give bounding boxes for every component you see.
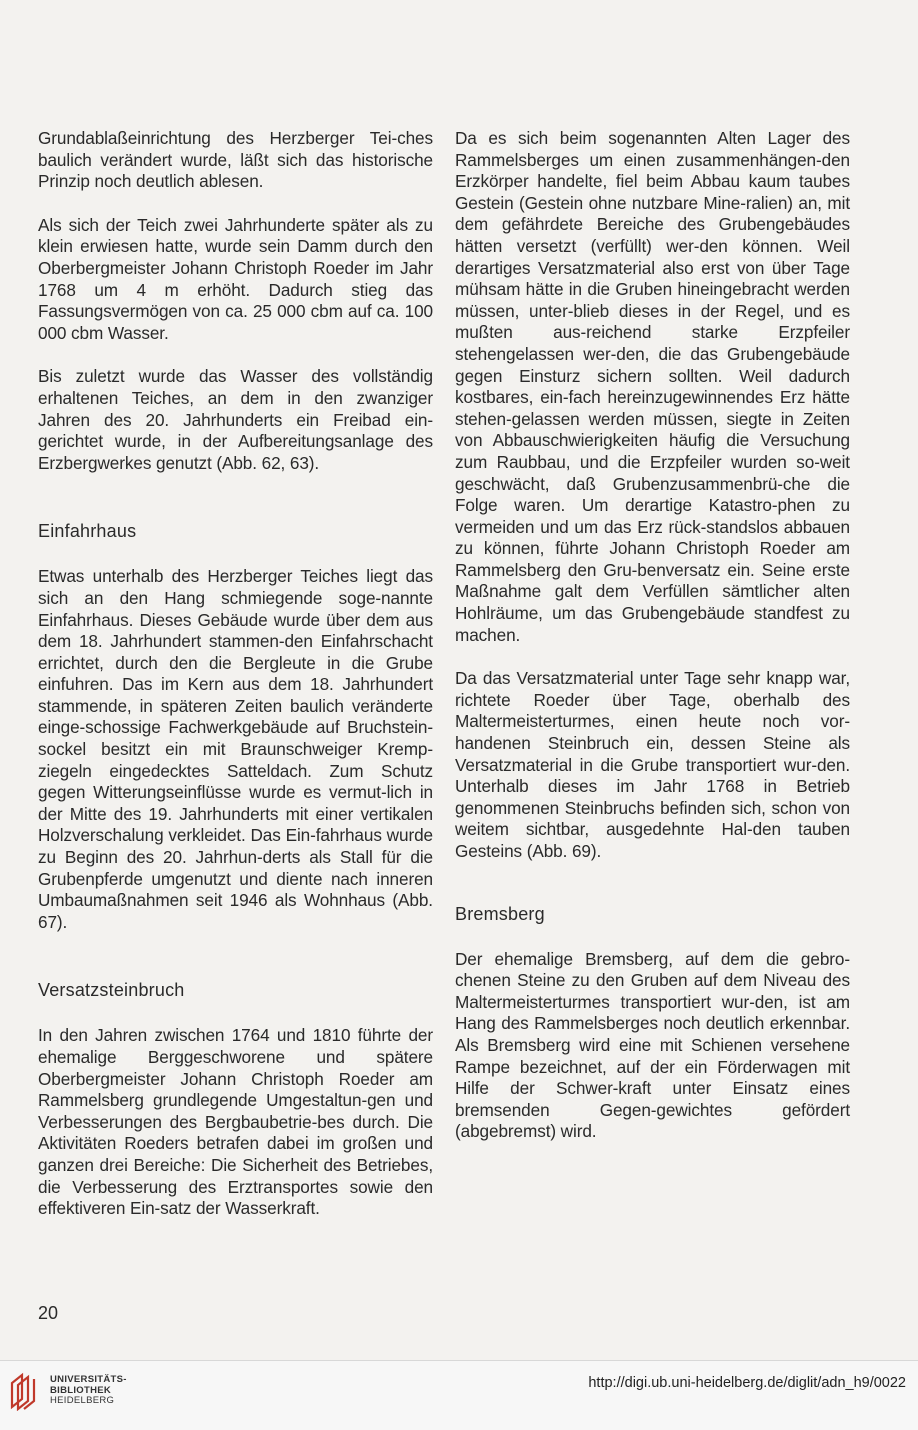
paragraph: Der ehemalige Bremsberg, auf dem die gebro-chenen Steine zu den Gruben auf dem Niveau des Maltermeisterturmes transportiert wur-den, ist am Hang des Rammelsberges noch deutlich erkennbar. Als Bremsberg wird eine mit Schienen versehene Rampe bezeichnet, auf der ein Förderwagen mit Hilfe der Schwer-kraft unter Einsatz eines bremsenden Gegen-gewichtes gefördert (abgebremst) wird. <box>455 948 850 1142</box>
paragraph: Als sich der Teich zwei Jahrhunderte später als zu klein erwiesen hatte, wurde sein Damm durch den Oberbergmeister Johann Christoph Roeder im Jahr 1768 um 4 m erhöht. Dadurch stieg das Fassungsvermögen von ca. 25 000 cbm auf ca. 100 000 cbm Wasser. <box>38 214 433 343</box>
paragraph: Grundablaßeinrichtung des Herzberger Tei-ches baulich verändert wurde, läßt sich das historische Prinzip noch deutlich ablesen. <box>38 128 433 192</box>
left-column <box>38 128 433 1242</box>
library-logo[interactable] <box>8 1371 127 1411</box>
logo-line: UNIVERSITÄTS- <box>50 1374 127 1386</box>
paragraph: Etwas unterhalb des Herzberger Teiches liegt das sich an den Hang schmiegende soge-nannte Einfahrhaus. Dieses Gebäude wurde über dem aus dem 18. Jahrhundert stammen-den Einfahrschacht errichtet, durch den die Bergleute in die Grube einfuhren. Das im Kern aus dem 18. Jahrhundert stammende, in späteren Zeiten baulich veränderte einge-schossige Fachwerkgebäude auf Bruchstein-sockel besitzt ein mit Braunschweiger Kremp-ziegeln eingedecktes Satteldach. Zum Schutz gegen Witterungseinflüsse wurde es vermut-lich in der Mitte des 19. Jahrhunderts mit einer vertikalen Holzverschalung verkleidet. Das Ein-fahrhaus wurde zu Beginn des 20. Jahrhun-derts als Stall für die Grubenpferde umgenutzt und diente nach inneren Umbaumaßnahmen seit 1946 als Wohnhaus (Abb. 67). <box>38 566 433 932</box>
paragraph: In den Jahren zwischen 1764 und 1810 führte der ehemalige Berggeschworene und spätere Oberbergmeister Johann Christoph Roeder am Rammelsberg grundlegende Umgestaltun-gen und Verbesserungen des Bergbaubetrie-bes durch. Die Aktivitäten Roeders betrafen dabei im großen und ganzen drei Bereiche: Die Sicherheit des Betriebes, die Verbesserung des Erztransportes sowie den effektiveren Ein-satz der Wasserkraft. <box>38 1025 433 1219</box>
university-library-logo-icon <box>8 1371 44 1411</box>
page-number: 20 <box>38 1303 59 1323</box>
logo-line: HEIDELBERG <box>50 1395 115 1407</box>
library-name <box>50 1375 127 1407</box>
logo-line: BIBLIOTHEK <box>50 1384 112 1396</box>
section-heading-versatzsteinbruch: Versatzsteinbruch <box>38 980 185 1001</box>
section-heading-einfahrhaus: Einfahrhaus <box>38 521 137 542</box>
paragraph: Da es sich beim sogenannten Alten Lager des Rammelsberges um einen zusammenhängen-den Erzkörper handelte, fiel beim Abbau kaum taubes Gestein (Gestein ohne nutzbare Mine-ralien) an, mit dem gefährdete Bereiche des Grubengebäudes hätten versetzt (verfüllt) wer-den können. Weil derartiges Versatzmaterial also erst von über Tage mühsam hätte in die Gruben hineingebracht werden müssen, unter-blieb dieses in der Regel, und es mußten aus-reichend starke Erzpfeiler stehengelassen wer-den, die das Grubengebäude gegen Einsturz sichern sollten. Weil dadurch kostbares, ein-fach hereinzugewinnendes Erz hätte stehen-gelassen werden müssen, siegte in Zeiten von Abbauschwierigkeiten häufig die Versuchung zum Raubbau, und die Erzpfeiler wurden so-weit geschwächt, daß Grubenzusammenbrü-che die Folge waren. Um derartige Katastro-phen zu vermeiden und um das Erz rück-standslos abbauen zu können, führte Johann Christoph Roeder am Rammelsberg den Gru-benversatz ein. Seine erste Maßnahme galt dem Verfüllen sämtlicher alten Hohlräume, um das Grubengebäude standfest zu machen. <box>455 128 850 645</box>
section-heading-bremsberg: Bremsberg <box>455 903 545 924</box>
paragraph: Da das Versatzmaterial unter Tage sehr knapp war, richtete Roeder über Tage, oberhalb des Maltermeisterturmes, einen heute noch vor-handenen Steinbruch ein, dessen Steine als Versatzmaterial in die Grube transportiert wur-den. Unterhalb dieses im Jahr 1768 in Betrieb genommenen Steinbruchs befinden sich, schon von weitem sichtbar, ausgedehnte Hal-den tauben Gesteins (Abb. 69). <box>455 668 850 861</box>
viewer-footer <box>0 1360 918 1430</box>
permalink-url[interactable]: http://digi.ub.uni-heidelberg.de/diglit/adn_h9/0022 <box>588 1375 906 1391</box>
paragraph: Bis zuletzt wurde das Wasser des vollständig erhaltenen Teiches, an dem in den zwanziger Jahren des 20. Jahrhunderts ein Freibad ein-gerichtet wurde, in der Aufbereitungsanlage des Erzbergwerkes genutzt (Abb. 62, 63). <box>38 366 433 473</box>
right-column <box>455 128 850 1165</box>
